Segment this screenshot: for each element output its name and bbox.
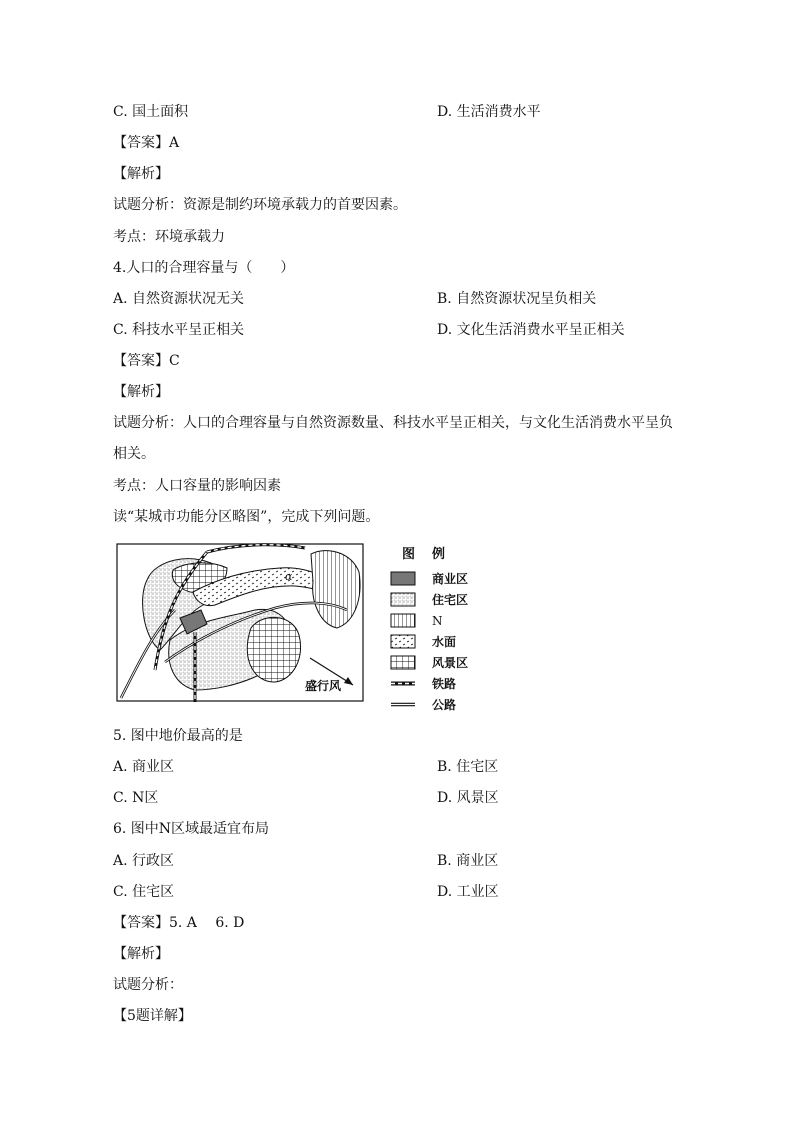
n-zone-swatch-icon <box>390 613 416 628</box>
river-label: α <box>285 570 293 583</box>
scenic-swatch-icon <box>390 655 416 670</box>
q4-option-a: A. 自然资源状况无关 <box>113 291 245 307</box>
analysis-text: 试题分析：资源是制约环境承载力的首要因素。 <box>113 197 407 213</box>
map-legend <box>390 543 510 715</box>
legend-item-scenic <box>390 652 510 673</box>
q4-option-d: D. 文化生活消费水平呈正相关 <box>437 322 625 338</box>
railway-swatch-icon <box>390 676 416 691</box>
legend-item-water <box>390 631 510 652</box>
legend-item-commercial <box>390 568 510 589</box>
question-5-detail-heading: 【5题详解】 <box>113 1008 192 1024</box>
key-point: 考点：环境承载力 <box>113 229 225 245</box>
legend-item-n <box>390 610 510 631</box>
q4-analysis-line-1: 试题分析：人口的合理容量与自然资源数量、科技水平呈正相关，与文化生活消费水平呈负 <box>113 415 673 431</box>
q4-option-b: B. 自然资源状况呈负相关 <box>437 291 597 307</box>
legend-item-residential <box>390 589 510 610</box>
q6-option-a: A. 行政区 <box>113 853 175 869</box>
analysis-5-6-text: 试题分析： <box>113 977 183 993</box>
q4-answer: 【答案】C <box>113 353 180 369</box>
legend-label-railway: 铁路 <box>432 677 457 691</box>
q4-key-point: 考点：人口容量的影响因素 <box>113 478 281 494</box>
commercial-swatch-icon <box>390 571 416 586</box>
q6-option-c: C. 住宅区 <box>113 884 175 900</box>
q6-option-d: D. 工业区 <box>437 884 499 900</box>
option-d: D. 生活消费水平 <box>437 104 541 120</box>
scenic-zone-center <box>247 617 300 682</box>
q5-option-a: A. 商业区 <box>113 759 175 775</box>
legend-label-water: 水面 <box>432 635 457 649</box>
legend-item-road <box>390 694 510 715</box>
analysis-5-6-label: 【解析】 <box>113 946 169 962</box>
map-intro: 读“某城市功能分区略图”，完成下列问题。 <box>113 509 380 525</box>
q4-analysis-line-2: 相关。 <box>113 446 155 462</box>
answer: 【答案】A <box>113 135 180 151</box>
water-swatch-icon <box>390 634 416 649</box>
city-zoning-map <box>115 540 365 704</box>
question-4-stem: 4.人口的合理容量与（ ） <box>113 260 295 276</box>
legend-label-road: 公路 <box>432 698 457 712</box>
question-5-stem: 5. 图中地价最高的是 <box>113 728 243 744</box>
legend-item-railway <box>390 673 510 694</box>
residential-swatch-icon <box>390 592 416 607</box>
legend-label-commercial: 商业区 <box>432 572 469 586</box>
answers-5-6: 【答案】5. A 6. D <box>113 915 245 931</box>
legend-label-scenic: 风景区 <box>432 656 469 670</box>
legend-label-n: N <box>432 613 443 628</box>
question-6-stem: 6. 图中N区域最适宜布局 <box>113 821 270 837</box>
q5-option-c: C. N区 <box>113 790 159 806</box>
analysis-label: 【解析】 <box>113 166 169 182</box>
legend-label-residential: 住宅区 <box>432 593 469 607</box>
wind-label: 盛行风 <box>305 679 342 693</box>
q6-option-b: B. 商业区 <box>437 853 499 869</box>
q4-analysis-label: 【解析】 <box>113 384 169 400</box>
option-c: C. 国土面积 <box>113 104 189 120</box>
legend-title: 图 例 <box>402 547 448 562</box>
q4-option-c: C. 科技水平呈正相关 <box>113 322 245 338</box>
road-swatch-icon <box>390 697 416 712</box>
q5-option-d: D. 风景区 <box>437 790 499 806</box>
q5-option-b: B. 住宅区 <box>437 759 499 775</box>
